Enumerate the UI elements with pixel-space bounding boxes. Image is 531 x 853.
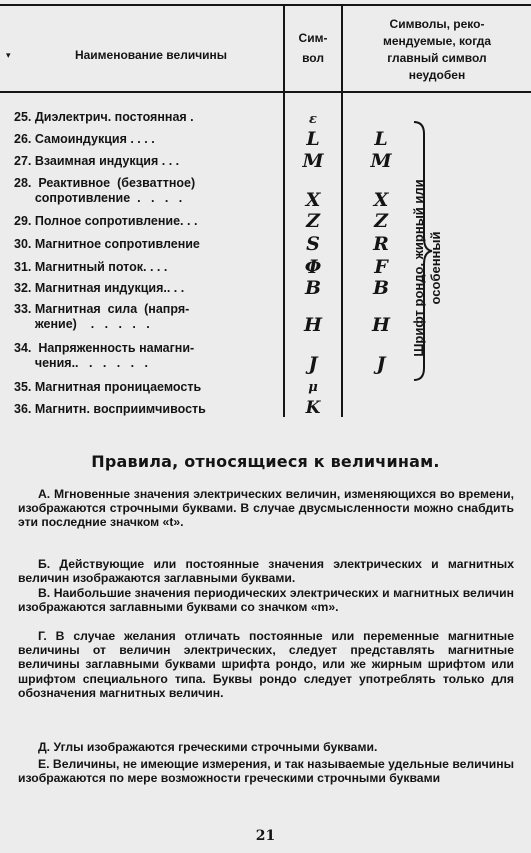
row-line: 29. Полное сопротивление. . . [14,214,198,228]
table-row-symbol: H [304,314,322,336]
row-line: 35. Магнитная проницаемость [14,380,202,394]
rule-paragraph-f: Е. Величины, не имеющие измерения, и так называемые удельные величины изображаются по мере возможности греческими строчными буквами [18,757,515,786]
row-line: сопротивление . . . . [14,191,183,205]
table-row-symbol: ε [309,112,317,127]
row-line: 28. Реактивное (безваттное) [14,176,196,190]
rule-paragraph-d: Г. В случае желания отличать постоянные или переменные магнитные величины от величин электрических, следует представлять магнитные величины заглавными буквами шрифта рондо, или же жирным шрифтом или шрифтом специального типа. Буквы рондо следует употреблять только для обозначения магнитных величин. [18,629,514,700]
table-row-alt-symbol: L [374,128,388,150]
table-row-alt-symbol: J [376,353,386,375]
row-line: 26. Самоиндукция . . . . [14,132,155,146]
table-row-symbol: K [305,398,321,418]
table-row-name [14,380,276,395]
row-line: 32. Магнитная индукция.. . . [14,281,185,295]
rule-paragraph-a: А. Мгновенные значения электрических величин, изменяющихся во времени, изображаются строчными буквами. В случае двусмысленности можно снабдить эти последние значком «t». [18,487,514,530]
row-line: 30. Магнитное сопротивление [14,237,200,251]
table-row-name [14,281,276,296]
table-row-alt-symbol: B [372,277,390,299]
table-row-name [14,302,276,332]
row-line: 34. Напряженность намагни- [14,341,195,355]
table-row-symbol: M [302,150,324,172]
table-row-symbol: X [305,189,321,211]
page-number: 21 [255,828,276,844]
header-alt-line-4: неудобен [408,68,466,82]
header-alt-line-1: Символы, реко- [389,17,485,31]
table-row-symbol: Z [306,210,320,232]
header-alt-line-3: главный символ [387,51,487,65]
rule-paragraph-b: Б. Действующие или постоянные значения электрических и магнитных величин изображаются заглавными буквами. [18,557,514,586]
row-line: 33. Магнитная сила (напря- [14,302,190,316]
bracket-note-line-2: особенный [428,231,443,305]
row-line: 27. Взаимная индукция . . . [14,154,180,168]
header-alt-line-2: мендуемые, когда [382,34,492,48]
table-row-alt-symbol: Z [374,210,388,232]
table-row-name [14,110,276,125]
table-row-name [14,132,276,147]
bracket-note [410,143,470,393]
row-line: 36. Магнитн. восприимчивость [14,402,206,416]
row-line: жение) . . . . . [14,317,150,331]
table-row-name [14,176,276,206]
table-row-name [14,260,276,275]
header-marker-icon: ▾ [6,50,11,60]
table-row-alt-symbol: X [373,189,389,211]
table-row-name [14,214,276,229]
bracket-note-line-1: Шрифт рондо, жирный или [411,179,426,357]
row-line: чения.. . . . . . [14,356,148,370]
table-row-name [14,341,276,371]
table-row-symbol: μ [308,380,318,395]
row-line: 25. Диэлектрич. постоянная . [14,110,194,124]
table-row-name [14,154,276,169]
header-symbol [285,28,341,68]
header-symbol-line-1: Сим- [298,31,328,45]
table-row-symbol: L [306,128,320,150]
header-alt [343,16,531,84]
header-name-text: Наименование величины [74,48,228,62]
row-line: 31. Магнитный поток. . . . [14,260,168,274]
table-top-rule [0,4,531,6]
table-row-alt-symbol: M [370,150,392,172]
rules-heading: Правила, относящиеся к величинам. [91,452,440,471]
rule-paragraph-c: В. Наибольшие значения периодических электрических и магнитных величин изображаются заглавными буквами со значком «m». [18,586,514,615]
table-row-alt-symbol: F [374,256,388,278]
table-row-symbol: J [308,353,318,375]
table-row-alt-symbol: H [372,314,390,336]
table-row-alt-symbol: R [373,233,389,255]
table-header-rule [0,91,531,93]
table-row-symbol: S [306,233,320,255]
table-row-symbol: B [304,277,322,299]
header-symbol-line-2: вол [302,51,324,65]
table-row-name [14,237,276,252]
rule-paragraph-e: Д. Углы изображаются греческими строчными буквами. [38,740,378,754]
table-row-name [14,402,276,417]
header-name [20,48,282,62]
table-row-symbol: Φ [304,256,322,278]
